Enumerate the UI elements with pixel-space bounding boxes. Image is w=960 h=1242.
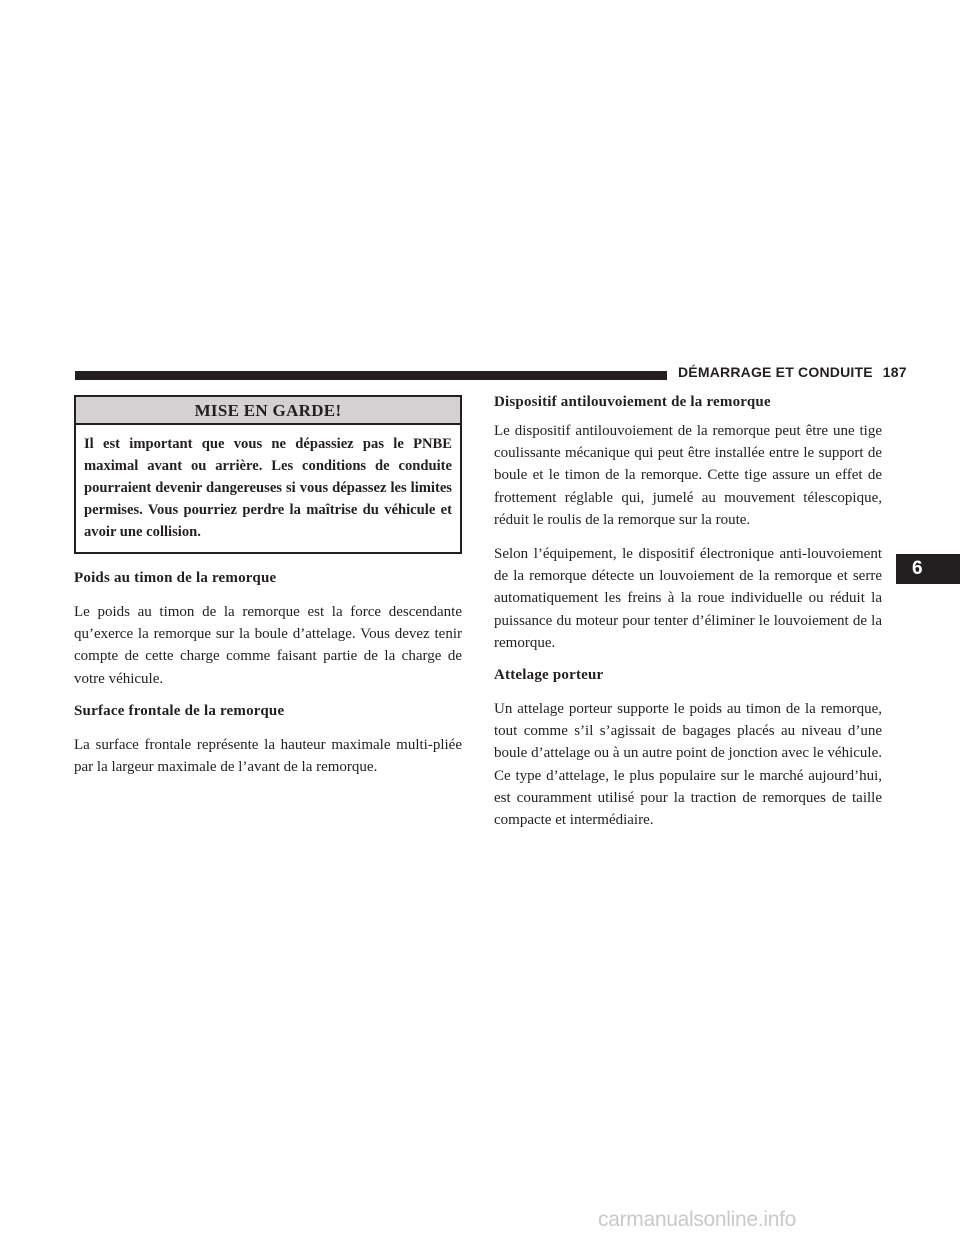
left-column xyxy=(74,395,462,778)
warning-body: Il est important que vous ne dépassiez pas le PNBE maximal avant ou arrière. Les conditions de conduite pourraient devenir dangereuses si vous dépassez les limites permises. Vous pourriez perdre la maîtrise du véhicule et avoir une collision. xyxy=(84,436,452,540)
section-text-frontal-area: La surface frontale représente la hauteur maximale multi-pliée par la largeur maximale de l’avant de la remorque. xyxy=(74,736,462,776)
section-text-sway-control-1: Le dispositif antilouvoiement de la remorque peut être une tige coulissante mécanique qui peut être installée entre le support de boule et le timon de la remorque. Cette tige assure un effet de frottement réglable qui, jumelé au mouvement télescopique, réduit le roulis de la remorque sur la route. xyxy=(494,423,882,528)
header-rule xyxy=(75,371,667,380)
warning-title: MISE EN GARDE! xyxy=(76,397,460,425)
section-text-weight-carrying-hitch: Un attelage porteur supporte le poids au timon de la remorque, tout comme s’il s’agissait de bagages placés au niveau d’une boule d’attelage ou à un autre point de jonction avec le véhicule. Ce type d’attelage, le plus populaire sur le marché aujourd’hui, est couramment utilisé pour la traction de remorques de taille compacte et intermédiaire. xyxy=(494,701,882,829)
page-number: 187 xyxy=(882,364,907,380)
section-heading-sway-control: Dispositif antilouvoiement de la remorque xyxy=(494,394,771,410)
section-heading-tongue-weight: Poids au timon de la remorque xyxy=(74,570,277,586)
section-heading-frontal-area: Surface frontale de la remorque xyxy=(74,702,285,719)
section-heading-weight-carrying-hitch: Attelage porteur xyxy=(494,667,604,684)
warning-box xyxy=(74,395,462,554)
section-text-sway-control-2: Selon l’équipement, le dispositif électronique anti-louvoiement de la remorque détecte un louvoiement de la remorque et serre automatiquement les freins à la roue individuelle ou réduit la puissance du moteur pour tenter d’éliminer le louvoiement de la remorque. xyxy=(494,546,882,651)
chapter-tab: 6 xyxy=(896,554,960,584)
watermark: carmanualsonline.info xyxy=(598,1208,796,1231)
section-text-tongue-weight: Le poids au timon de la remorque est la force descendante qu’exerce la remorque sur la boule d’attelage. Vous devez tenir compte de cette charge comme faisant partie de la charge de votre véhicule. xyxy=(74,604,462,687)
running-header xyxy=(678,364,907,380)
section-title: DÉMARRAGE ET CONDUITE xyxy=(678,364,873,380)
right-column xyxy=(494,395,882,831)
